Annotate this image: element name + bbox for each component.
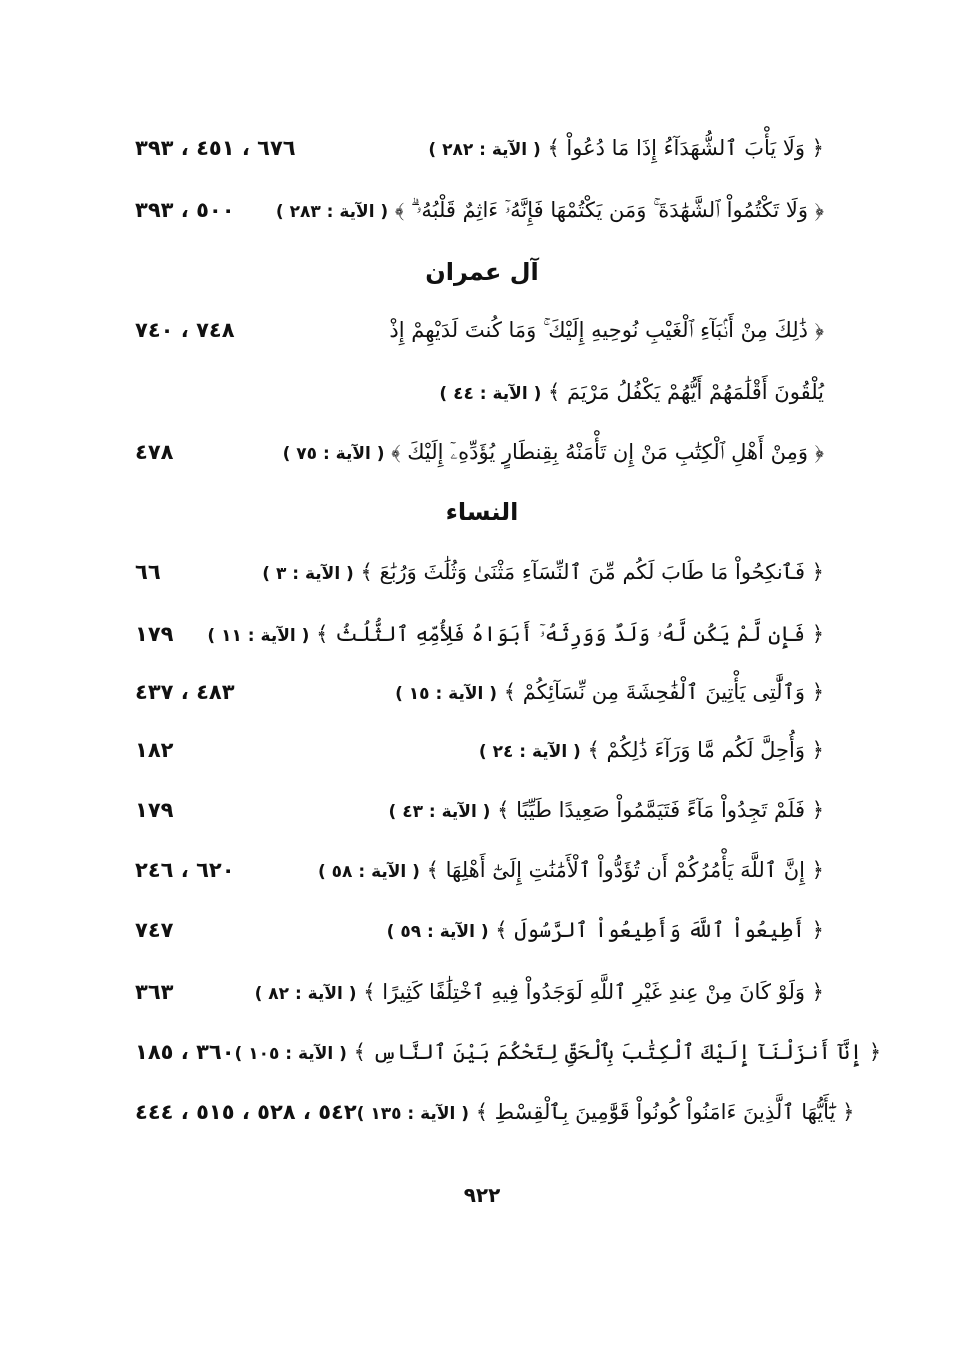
index-entry	[135, 980, 824, 1004]
verse-text: ﴿ وَلَا تَكْتُمُواْ ٱلشَّهَٰدَةَ ۚ وَمَن يَكْتُمْهَا فَإِنَّهُۥٓ ءَاثِمٌ قَلْبُهُۥ ۗ ﴾ ( الآية : ٢٨٣ )	[275, 198, 824, 222]
page-references: ١٧٩	[135, 622, 174, 646]
index-entry	[135, 136, 824, 160]
verse-reference: ( الآية : ٥٩ )	[386, 922, 489, 942]
verse-text: ﴿ وَٱلَّٰتِى يَأْتِينَ ٱلْفَٰحِشَةَ مِن نِّسَآئِكُمْ ﴾ ( الآية : ١٥ )	[395, 680, 824, 704]
verse-reference: ( الآية : ٢٨٣ )	[275, 202, 389, 222]
verse-text: ﴿ وَأُحِلَّ لَكُم مَّا وَرَآءَ ذَٰلِكُمْ ﴾ ( الآية : ٢٤ )	[478, 738, 824, 762]
index-entry	[135, 198, 824, 223]
verse-reference: ( الآية : ١٣٥ )	[356, 1104, 469, 1124]
verse-text: يُلْقُونَ أَقْلَٰمَهُمْ أَيُّهُمْ يَكْفُلُ مَرْيَمَ ﴾ ( الآية : ٤٤ )	[439, 380, 824, 404]
index-entry	[135, 858, 824, 882]
verse-text: ﴿ أَطِيعُواْ ٱللَّهَ وَأَطِيعُواْ ٱلرَّسُولَ ﴾ ( الآية : ٥٩ )	[386, 918, 824, 942]
index-entry	[135, 318, 824, 343]
index-entry	[135, 918, 824, 942]
verse-text: ﴿ فَٱنكِحُواْ مَا طَابَ لَكُم مِّنَ ٱلنِّسَآءِ مَثْنَىٰ وَثُلَٰثَ وَرُبَٰعَ ﴾ ( الآية : ٣ )	[262, 560, 824, 584]
page-references: ٤٨٣ ، ٤٣٧	[135, 680, 235, 704]
verse-text: ﴿ إِنَّ ٱللَّهَ يَأْمُرُكُمْ أَن تُؤَدُّواْ ٱلْأَمَٰنَٰتِ إِلَىٰٓ أَهْلِهَا ﴾ ( الآية : ٥٨ )	[317, 858, 824, 882]
page-number: ٩٢٢	[463, 1183, 501, 1207]
page-references: ٤٧٨	[135, 440, 174, 464]
page-references: ١٧٩	[135, 798, 174, 822]
page-references: ٦٦	[135, 560, 161, 584]
verse-text: ﴿ ذَٰلِكَ مِنْ أَنۢبَآءِ ٱلْغَيْبِ نُوحِيهِ إِلَيْكَ ۚ وَمَا كُنتَ لَدَيْهِمْ إِذْ	[389, 318, 824, 342]
index-entry-continuation	[135, 380, 824, 404]
verse-reference: ( الآية : ٧٥ )	[282, 444, 385, 464]
verse-text: ﴿ يَٰٓأَيُّهَا ٱلَّذِينَ ءَامَنُواْ كُونُواْ قَوَّٰمِينَ بِٱلْقِسْطِ ﴾ ( الآية : ١٣٥ )	[356, 1100, 855, 1124]
verse-reference: ( الآية : ١٠٥ )	[234, 1044, 347, 1064]
verse-text: ﴿ وَلَا يَأْبَ ٱلشُّهَدَآءُ إِذَا مَا دُعُواْ ﴾ ( الآية : ٢٨٢ )	[428, 136, 824, 160]
verse-reference: ( الآية : ٢٨٢ )	[428, 140, 541, 160]
page-references: ٧٤٧	[135, 918, 174, 942]
index-entry	[135, 738, 824, 762]
verse-text: ﴿ فَلَمْ تَجِدُواْ مَآءً فَتَيَمَّمُواْ صَعِيدًا طَيِّبًا ﴾ ( الآية : ٤٣ )	[388, 798, 824, 822]
index-entry	[135, 440, 824, 465]
verse-reference: ( الآية : ١٥ )	[395, 684, 498, 704]
index-entry	[135, 622, 824, 647]
page-references: ٦٢٠ ، ٢٤٦	[135, 858, 235, 882]
page-references: ٥٠٠ ، ٣٩٣	[135, 198, 235, 222]
page-references: ٧٤٨ ، ٧٤٠	[135, 318, 235, 342]
verse-reference: ( الآية : ٨٢ )	[254, 984, 357, 1004]
page-references: ٥٤٢ ، ٥٢٨ ، ٥١٥ ، ٤٤٤	[135, 1100, 357, 1124]
verse-text: ﴿ فَإِن لَّمْ يَكُن لَّهُۥ وَلَدٌ وَوَرِثَهُۥٓ أَبَوَاهُ فَلِأُمِّهِ ٱلثُّلُثُ ﴾ ( الآية : ١١ )	[207, 622, 824, 646]
index-entry	[135, 680, 824, 704]
verse-reference: ( الآية : ٤٣ )	[388, 802, 491, 822]
page-references: ٣٦٠ ، ١٨٥	[135, 1040, 235, 1064]
page-references: ٣٦٣	[135, 980, 174, 1004]
index-entry	[135, 1100, 855, 1124]
page-references: ٦٧٦ ، ٤٥١ ، ٣٩٣	[135, 136, 296, 160]
verse-text: ﴿ وَلَوْ كَانَ مِنْ عِندِ غَيْرِ ٱللَّهِ لَوَجَدُواْ فِيهِ ٱخْتِلَٰفًا كَثِيرًا ﴾ ( الآية : ٨٢ )	[254, 980, 824, 1004]
surah-heading: النساء	[445, 498, 519, 526]
verse-reference: ( الآية : ٤٤ )	[439, 384, 542, 404]
index-entry	[135, 798, 824, 822]
verse-reference: ( الآية : ١١ )	[207, 626, 310, 646]
verse-reference: ( الآية : ٢٤ )	[478, 742, 581, 762]
surah-heading: آل عمران	[425, 258, 539, 286]
verse-text: ﴿ إِنَّآ أَنزَلْنَآ إِلَيْكَ ٱلْكِتَٰبَ بِٱلْحَقِّ لِتَحْكُمَ بَيْنَ ٱلنَّاسِ ﴾ ( الآية : ١٠٥ )	[234, 1040, 882, 1064]
page-references: ١٨٢	[135, 738, 174, 762]
verse-reference: ( الآية : ٣ )	[262, 564, 354, 584]
index-entry	[135, 1040, 882, 1064]
index-entry	[135, 560, 824, 584]
verse-text: ﴿ وَمِنْ أَهْلِ ٱلْكِتَٰبِ مَنْ إِن تَأْمَنْهُ بِقِنطَارٍ يُؤَدِّهِۦٓ إِلَيْكَ ﴾ ( الآية : ٧٥ )	[282, 440, 824, 464]
verse-reference: ( الآية : ٥٨ )	[317, 862, 420, 882]
